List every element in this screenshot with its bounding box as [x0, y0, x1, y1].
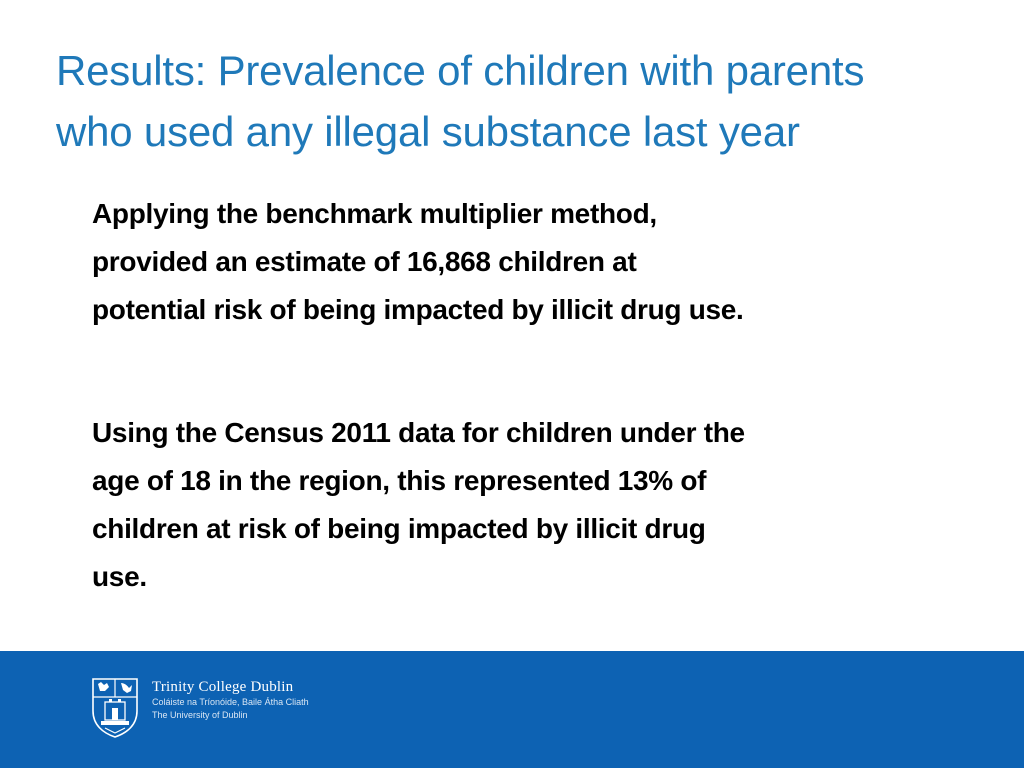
trinity-college-crest-icon	[91, 675, 139, 739]
paragraph-line: age of 18 in the region, this represented 13% of	[92, 465, 707, 496]
paragraph-line: Applying the benchmark multiplier method,	[92, 198, 657, 229]
institution-name: Trinity College Dublin	[152, 679, 294, 695]
institution-irish-name: Coláiste na Tríonóide, Baile Átha Cliath	[152, 697, 309, 707]
slide-title	[56, 40, 996, 162]
slide-title-line: who used any illegal substance last year	[56, 108, 800, 155]
paragraph-line: children at risk of being impacted by illicit drug	[92, 513, 706, 544]
footer-band	[0, 651, 1024, 768]
paragraph-line: provided an estimate of 16,868 children at	[92, 246, 637, 277]
paragraph-line: use.	[92, 561, 147, 592]
institution-tagline: The University of Dublin	[152, 710, 248, 720]
paragraph-estimate	[92, 190, 952, 334]
slide-title-line: Results: Prevalence of children with parents	[56, 47, 865, 94]
paragraph-line: Using the Census 2011 data for children under the	[92, 417, 745, 448]
paragraph-line: potential risk of being impacted by illicit drug use.	[92, 294, 744, 325]
footer-institution	[152, 678, 309, 722]
paragraph-census	[92, 409, 952, 601]
